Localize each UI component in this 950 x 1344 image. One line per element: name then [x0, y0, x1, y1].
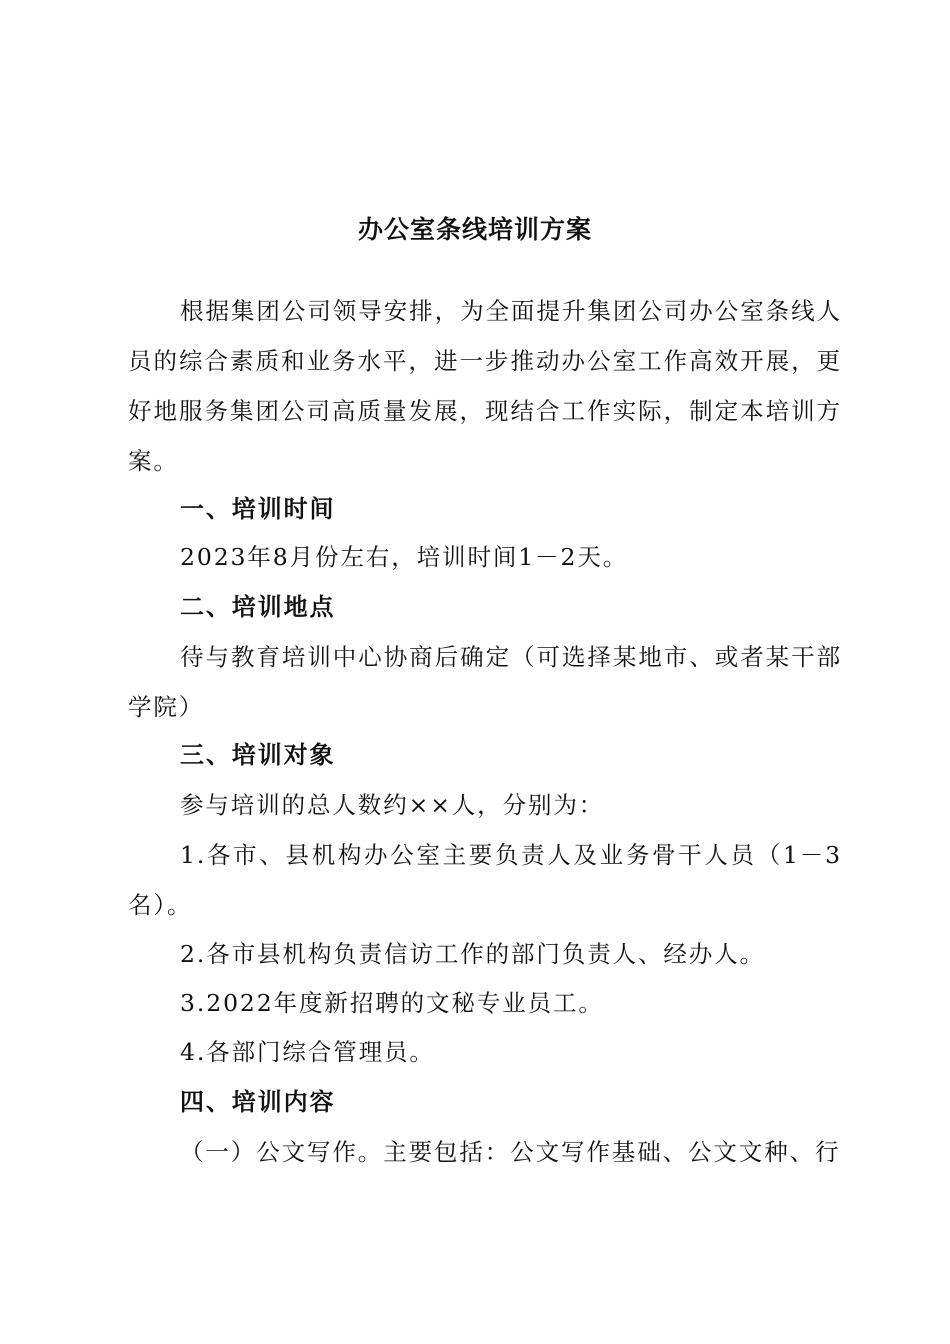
- section-heading-content: 四、培训内容: [180, 1087, 336, 1116]
- participant-item-1: 1.各市、县机构办公室主要负责人及业务骨干人员（1－3名）。: [128, 841, 842, 919]
- intro-paragraph: 根据集团公司领导安排，为全面提升集团公司办公室条线人员的综合素质和业务水平，进一步推动办公室工作高效开展，更好地服务集团公司高质量发展，现结合工作实际，制定本培训方案。: [128, 297, 842, 475]
- document-title: 办公室条线培训方案: [357, 215, 592, 244]
- participant-item-4: 4.各部门综合管理员。: [180, 1038, 435, 1066]
- participant-item-2: 2.各市县机构负责信访工作的部门负责人、经办人。: [180, 940, 766, 968]
- training-content-text: （一）公文写作。主要包括：公文写作基础、公文文种、行: [180, 1138, 841, 1166]
- section-heading-location: 二、培训地点: [180, 592, 336, 621]
- participants-intro-text: 参与培训的总人数约××人，分别为：: [180, 791, 605, 819]
- training-location-text: 待与教育培训中心协商后确定（可选择某地市、或者某干部学院）: [128, 643, 842, 721]
- participant-item-3: 3.2022年度新招聘的文秘专业员工。: [180, 989, 604, 1017]
- section-heading-participants: 三、培训对象: [180, 740, 336, 769]
- training-time-text: 2023年8月份左右，培训时间1－2天。: [180, 543, 629, 571]
- section-heading-time: 一、培训时间: [180, 494, 336, 523]
